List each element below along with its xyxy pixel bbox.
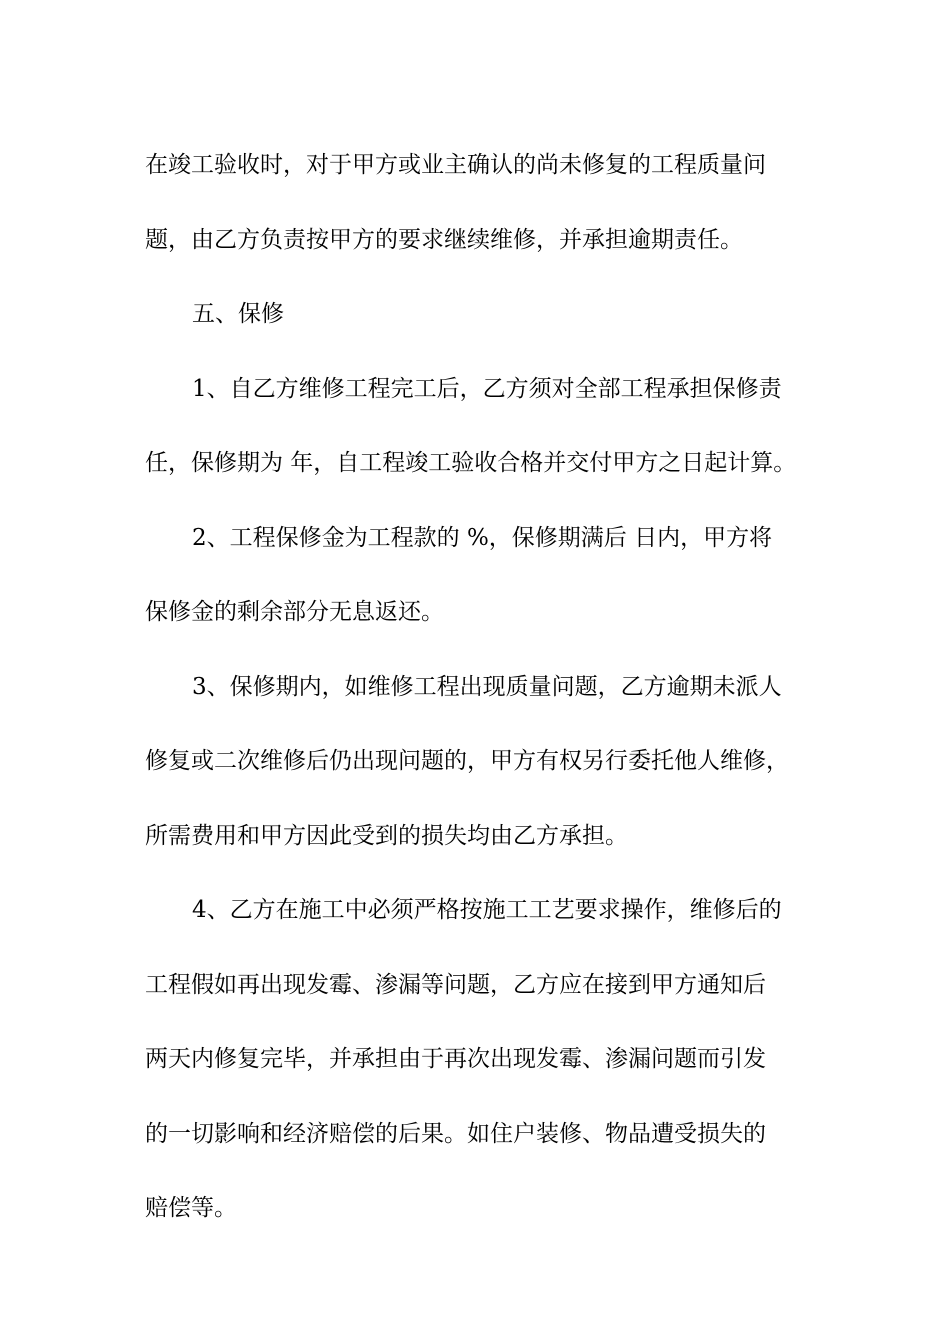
clause-3-line-1: 3、保修期内，如维修工程出现质量问题，乙方逾期未派人	[192, 673, 782, 700]
document-body	[145, 128, 825, 1246]
clause-3-line-3: 所需费用和甲方因此受到的损失均由乙方承担。	[145, 822, 628, 849]
clause-4-line-1: 4、乙方在施工中必须严格按施工工艺要求操作，维修后的	[192, 897, 782, 923]
body-line-1: 在竣工验收时，对于甲方或业主确认的尚未修复的工程质量问	[145, 152, 766, 178]
clause-3-line-2: 修复或二次维修后仍出现问题的，甲方有权另行委托他人维修，	[145, 748, 789, 774]
clause-2-line-2: 保修金的剩余部分无息返还。	[145, 599, 444, 625]
clause-4-line-2: 工程假如再出现发霉、渗漏等问题，乙方应在接到甲方通知后	[145, 971, 766, 998]
clause-4-line-4: 的一切影响和经济赔偿的后果。如住户装修、物品遭受损失的	[145, 1120, 766, 1147]
clause-2-line-1: 2、工程保修金为工程款的 %，保修期满后 日内，甲方将	[192, 524, 773, 551]
clause-1-line-2: 任，保修期为 年，自工程竣工验收合格并交付甲方之日起计算。	[145, 450, 797, 476]
section-heading-warranty: 五、保修	[192, 301, 284, 327]
clause-4-line-3: 两天内修复完毕，并承担由于再次出现发霉、渗漏问题而引发	[145, 1046, 766, 1072]
clause-1-line-1: 1、自乙方维修工程完工后，乙方须对全部工程承担保修责	[192, 375, 782, 402]
body-line-2: 题，由乙方负责按甲方的要求继续维修，并承担逾期责任。	[145, 226, 743, 253]
clause-4-line-5: 赔偿等。	[145, 1195, 237, 1221]
